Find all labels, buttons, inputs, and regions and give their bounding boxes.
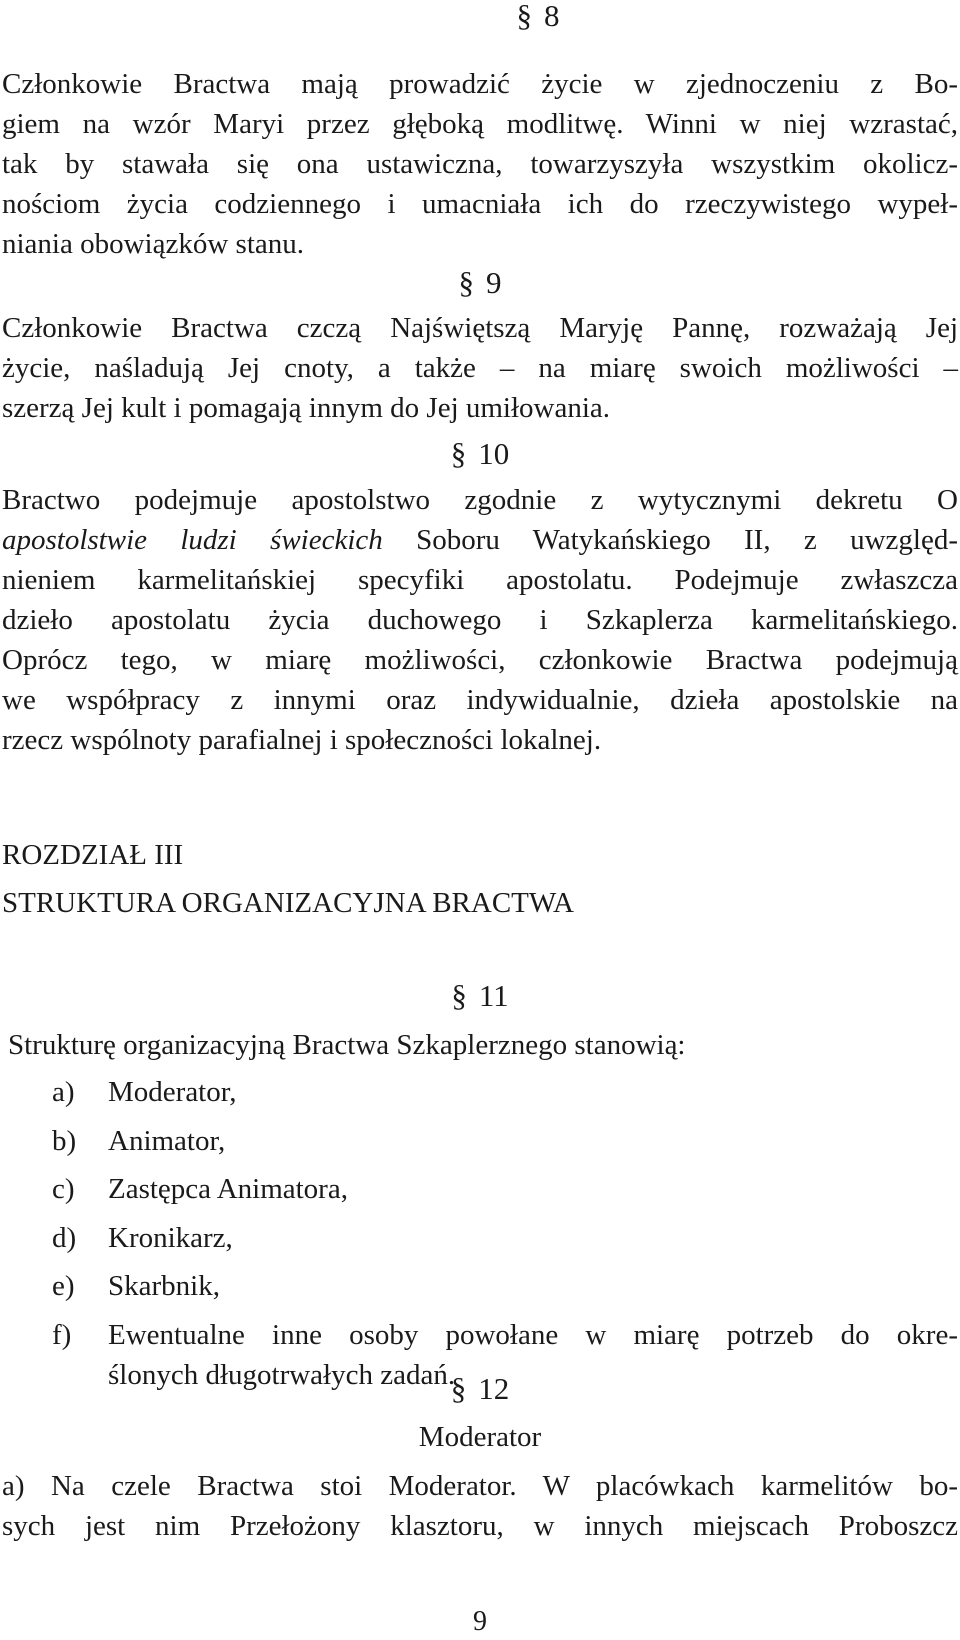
section-number: 10 (478, 436, 510, 471)
structure-list (52, 1072, 958, 1403)
paragraph-s9 (2, 308, 958, 428)
text-line: szerzą Jej kult i pomagają innym do Jej umiłowania. (2, 392, 611, 424)
italic-title: apostolstwie ludzi świeckich (2, 524, 383, 556)
text-line: rzecz wspólnoty parafialnej i społeczności lokalnej. (2, 724, 602, 756)
page-number: 9 (473, 1606, 487, 1637)
text-line: ślonych długotrwałych zadań. (108, 1358, 456, 1391)
text-line: Bractwo podejmuje apostolstwo zgodnie z wytycznymi dekretu O (2, 484, 958, 516)
section-symbol: § (516, 0, 532, 33)
list-marker: f) (52, 1318, 72, 1351)
text-line: dzieło apostolatu życia duchowego i Szkaplerza karmelitańskiego. (2, 604, 958, 636)
text-line: Członkowie Bractwa czczą Najświętszą Maryję Pannę, rozważają Jej (2, 312, 958, 344)
list-marker: b) (52, 1124, 77, 1157)
text-line: Członkowie Bractwa mają prowadzić życie w zjednoczeniu z Bo- (2, 68, 958, 100)
list-marker: d) (52, 1221, 77, 1254)
list-item (52, 1169, 958, 1218)
text-line: giem na wzór Maryi przez głęboką modlitwę. Winni w niej wzrastać, (2, 108, 958, 140)
list-item-text: Skarbnik, (108, 1270, 220, 1303)
list-item (52, 1072, 958, 1121)
text-line: tak by stawała się ona ustawiczna, towarzyszyła wszystkim okolicz- (2, 148, 958, 180)
paragraph-s12 (2, 1466, 958, 1546)
list-marker: a) (52, 1076, 75, 1108)
list-item-text: Moderator, (108, 1076, 237, 1108)
list-intro: Strukturę organizacyjną Bractwa Szkaplerznego stanowią: (8, 1029, 686, 1061)
list-marker: e) (52, 1270, 75, 1303)
section-heading-11 (0, 978, 960, 1014)
list-marker: c) (52, 1173, 75, 1206)
section-symbol: § (450, 1371, 467, 1406)
text-line: nieniem karmelitańskiej specyfiki apostolatu. Podejmuje zwłaszcza (2, 564, 958, 596)
list-item-text: Kronikarz, (108, 1221, 233, 1254)
section-heading-12 (0, 1371, 960, 1407)
text-line: Oprócz tego, w miarę możliwości, członkowie Bractwa podejmują (2, 644, 958, 676)
chapter-label: ROZDZIAŁ III (2, 839, 184, 871)
list-item (52, 1121, 958, 1170)
text-line: we współpracy z innymi oraz indywidualnie, dzieła apostolskie na (2, 684, 958, 716)
section-number: 12 (478, 1371, 510, 1406)
section-heading-9 (0, 265, 960, 301)
paragraph-s10 (2, 480, 958, 760)
text-line: sych jest nim Przełożony klasztoru, w innych miejscach Proboszcz (2, 1510, 958, 1542)
list-item (52, 1218, 958, 1267)
section-symbol: § (451, 978, 467, 1013)
list-item-text: Zastępca Animatora, (108, 1173, 348, 1206)
section-heading-10 (0, 436, 960, 472)
text-line: a) Na czele Bractwa stoi Moderator. W placówkach karmelitów bo- (2, 1470, 958, 1502)
list-item (52, 1266, 958, 1315)
section-symbol: § (450, 436, 467, 471)
text-line (2, 520, 958, 560)
text-fragment: Soboru Watykańskiego II, z uwzględ- (382, 524, 958, 556)
section-subtitle: Moderator (418, 1421, 542, 1453)
section-symbol: § (458, 265, 474, 300)
section-number: 11 (478, 978, 509, 1013)
text-line: życie, naśladują Jej cnoty, a także – na miarę swoich możliwości – (2, 352, 958, 384)
section-number: 9 (486, 265, 502, 300)
section-heading-8 (0, 0, 960, 34)
text-line: nościom życia codziennego i umacniała ich do rzeczywistego wypeł- (2, 188, 958, 220)
chapter-title: STRUKTURA ORGANIZACYJNA BRACTWA (2, 887, 574, 919)
paragraph-s8 (2, 64, 958, 264)
text-line: niania obowiązków stanu. (2, 228, 305, 260)
section-number: 8 (544, 0, 560, 33)
text-line: Ewentualne inne osoby powołane w miarę potrzeb do okre- (108, 1318, 958, 1351)
list-item-text: Animator, (108, 1124, 226, 1157)
